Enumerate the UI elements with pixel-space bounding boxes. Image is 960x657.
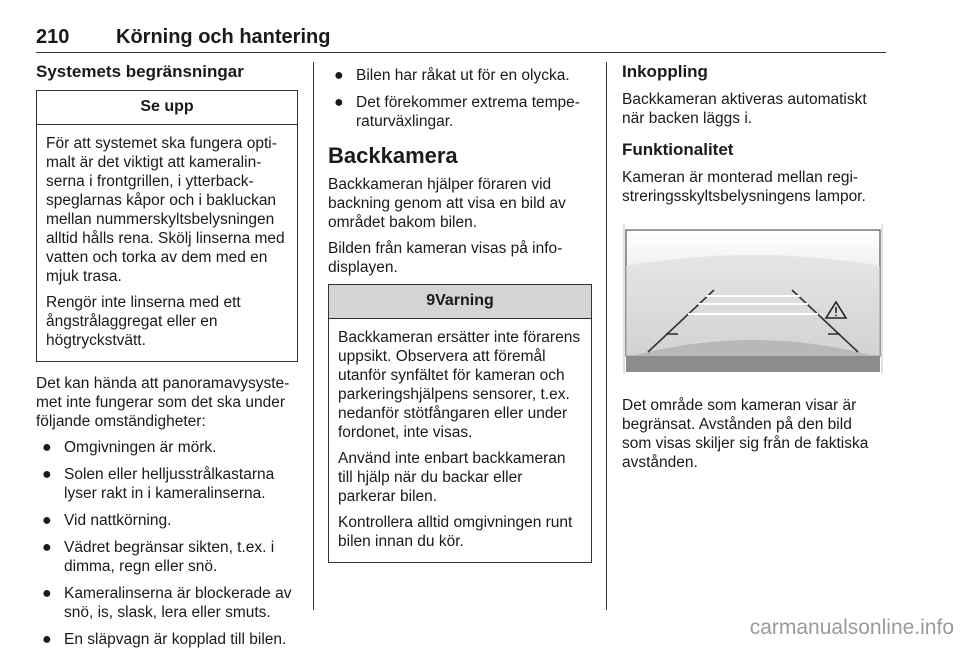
list-item: ● Vädret begränsar sikten, t.ex. i dimma, regn eller snö. (42, 539, 275, 575)
paragraph: Backkameran aktiveras automatiskt när backen läggs i. (622, 91, 867, 127)
bullet-icon: ● (42, 466, 52, 483)
bullet-icon: ● (334, 67, 344, 84)
column-divider-1 (313, 62, 314, 610)
warning-paragraph: Kontrollera alltid omgivningen runt bilen innan du kör. (338, 514, 573, 550)
column-divider-2 (606, 62, 607, 610)
warning-paragraph: Använd inte enbart backkameran till hjälp när du backar eller parkerar bilen. (338, 450, 566, 505)
column-1 (36, 62, 298, 657)
limitations-intro: Det kan hända att panoramavysystemet inte fungerar som det ska under följande omständigheter: (36, 375, 290, 430)
list-item: ● Omgivningen är mörk. (42, 439, 217, 456)
warning-title: Varning (435, 292, 494, 309)
camera-view-drawing (622, 224, 884, 374)
list-item: ● Kameralinserna är blockerade av snö, is, slask, lera eller smuts. (42, 585, 292, 621)
column-2 (328, 62, 592, 575)
list-item: ● Bilen har råkat ut för en olycka. (334, 67, 570, 84)
page-title: Körning och hantering (116, 26, 331, 48)
warning-paragraph: Backkameran ersätter inte förarens uppsikt. Observera att föremål utanför synfältet för kameran och parkeringshjälpens sensorer, t.ex. nedanför stötfångaren eller under fordonet, inte visas. (338, 329, 581, 441)
watermark: carmanualsonline.info (749, 616, 954, 639)
column-3 (622, 62, 884, 479)
bullet-icon: ● (334, 94, 344, 111)
warning-box (328, 284, 592, 563)
bullet-icon: ● (42, 585, 52, 602)
bullet-icon: ● (42, 539, 52, 556)
paragraph: Det område som kameran visar är begränsat. Avstånden på den bild som visas skiljer sig från de faktiska avstånden. (622, 397, 869, 471)
section-heading-rear-camera: Backkamera (328, 143, 458, 168)
warning-triangle-icon: 9 (426, 292, 436, 309)
list-item: ● Det förekommer extrema temperaturväxlingar. (334, 94, 580, 130)
paragraph: Bilden från kameran visas på infodisplayen. (328, 240, 563, 276)
caution-paragraph: För att systemet ska fungera optimalt är det viktigt att kameralinserna i frontgrillen, i ytterbackspeglarnas kåpor och i bakluckan mellan nummerskyltsbelysningen alltid hålls rena. Skölj linserna med vatten och torka av dem med en mjuk trasa. (46, 135, 285, 285)
page-header (36, 26, 886, 53)
limitations-list-continued (328, 66, 592, 131)
bullet-icon: ● (42, 631, 52, 648)
caution-box (36, 90, 298, 362)
caution-title: Se upp (37, 91, 297, 125)
caution-paragraph: Rengör inte linserna med ett ångstrålaggregat eller en högtryckstvätt. (46, 294, 241, 349)
section-heading-functionality: Funktionalitet (622, 140, 734, 159)
section-heading-limitations: Systemets begränsningar (36, 62, 244, 81)
paragraph: Kameran är monterad mellan registreringsskyltsbelysningens lampor. (622, 169, 866, 205)
section-heading-activation: Inkoppling (622, 62, 708, 81)
paragraph: Backkameran hjälper föraren vid backning genom att visa en bild av området bakom bilen. (328, 176, 566, 231)
bullet-icon: ● (42, 439, 52, 456)
page-number: 210 (36, 26, 70, 48)
list-item: ● En släpvagn är kopplad till bilen. (42, 631, 287, 648)
rear-camera-illustration (622, 224, 884, 374)
list-item: ● Solen eller helljusstrålkastarna lyser rakt in i kameralinserna. (42, 466, 275, 502)
list-item: ● Vid nattkörning. (42, 512, 172, 529)
limitations-list (36, 438, 298, 649)
bullet-icon: ● (42, 512, 52, 529)
warning-header (329, 285, 591, 319)
